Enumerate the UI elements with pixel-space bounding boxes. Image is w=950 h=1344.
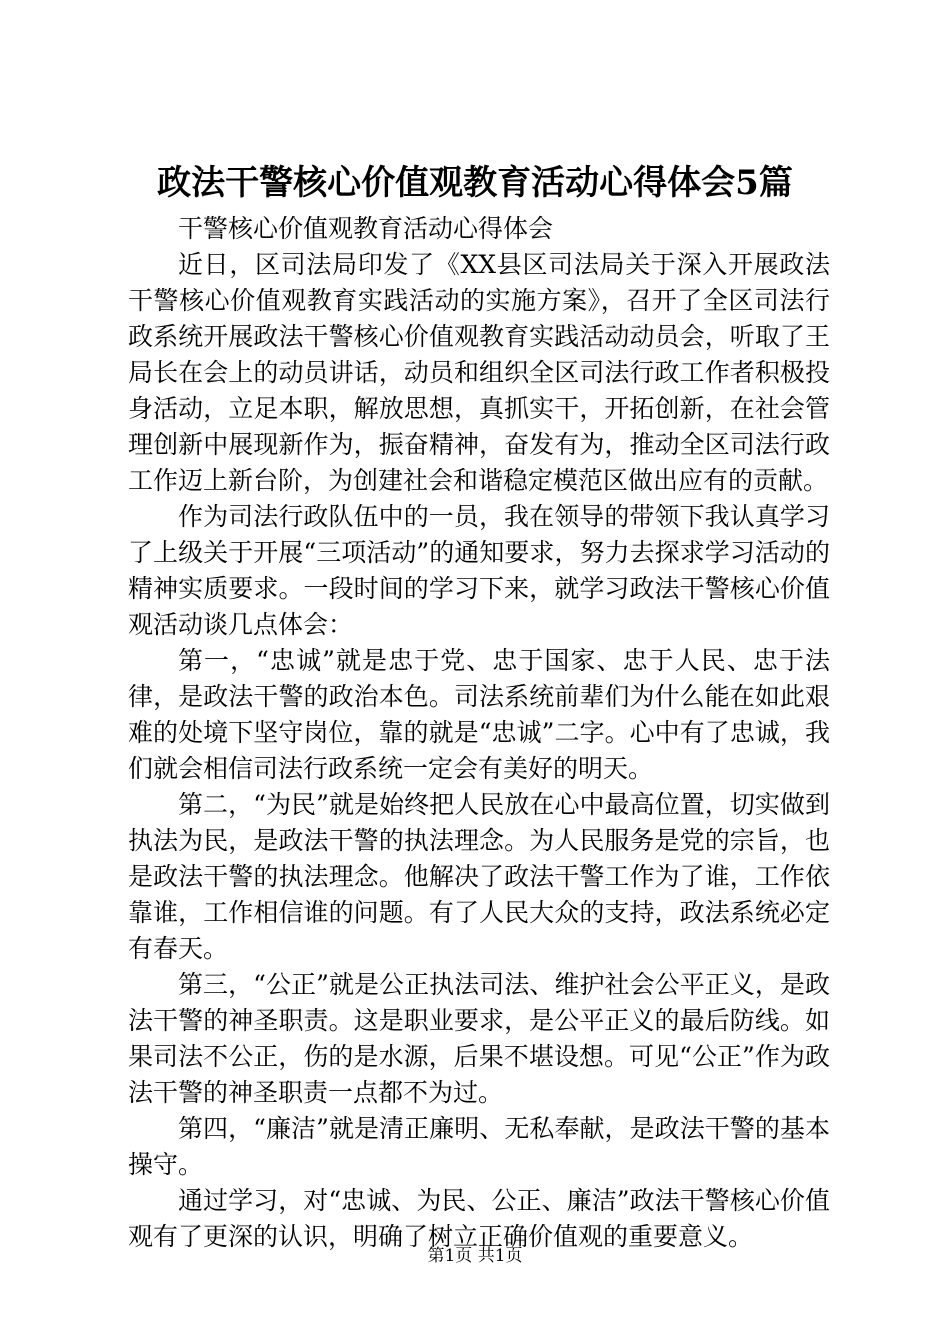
document-subtitle: 干警核心价值观教育活动心得体会 (178, 214, 554, 243)
page-footer: 第1页 共1页 (427, 1246, 523, 1266)
paragraph-2: 作为司法行政队伍中的一员，我在领导的带领下我认真学习了上级关于开展“三项活动”的通知要求，努力去探求学习活动的精神实质要求。一段时间的学习下来，就学习政法干警核心价值观活动谈几点体会： (128, 502, 830, 639)
document-title: 政法干警核心价值观教育活动心得体会5篇 (157, 163, 793, 203)
paragraph-7: 通过学习，对“忠诚、为民、公正、廉洁”政法干警核心价值观有了更深的认识，明确了树立正确价值观的重要意义。 (128, 1186, 830, 1251)
paragraph-6: 第四，“廉洁”就是清正廉明、无私奉献，是政法干警的基本操守。 (128, 1114, 830, 1179)
paragraph-1: 近日，区司法局印发了《XX县区司法局关于深入开展政法干警核心价值观教育实践活动的实施方案》，召开了全区司法行政系统开展政法干警核心价值观教育实践活动动员会，听取了王局长在会上的动员讲话，动员和组织全区司法行政工作者积极投身活动，立足本职，解放思想，真抓实干，开拓创新，在社会管理创新中展现新作为，振奋精神，奋发有为，推动全区司法行政工作迈上新台阶，为创建社会和谐稳定模范区做出应有的贡献。 (128, 250, 830, 495)
paragraph-4: 第二，“为民”就是始终把人民放在心中最高位置，切实做到执法为民，是政法干警的执法理念。为人民服务是党的宗旨，也是政法干警的执法理念。他解决了政法干警工作为了谁，工作依靠谁，工作相信谁的问题。有了人民大众的支持，政法系统必定有春天。 (128, 790, 830, 963)
document-body (128, 211, 830, 1255)
paragraph-5: 第三，“公正”就是公正执法司法、维护社会公平正义，是政法干警的神圣职责。这是职业要求，是公平正义的最后防线。如果司法不公正，伤的是水源，后果不堪设想。可见“公正”作为政法干警的神圣职责一点都不为过。 (128, 970, 830, 1107)
paragraph-3: 第一，“忠诚”就是忠于党、忠于国家、忠于人民、忠于法律，是政法干警的政治本色。司法系统前辈们为什么能在如此艰难的处境下坚守岗位，靠的就是“忠诚”二字。心中有了忠诚，我们就会相信司法行政系统一定会有美好的明天。 (128, 646, 830, 783)
